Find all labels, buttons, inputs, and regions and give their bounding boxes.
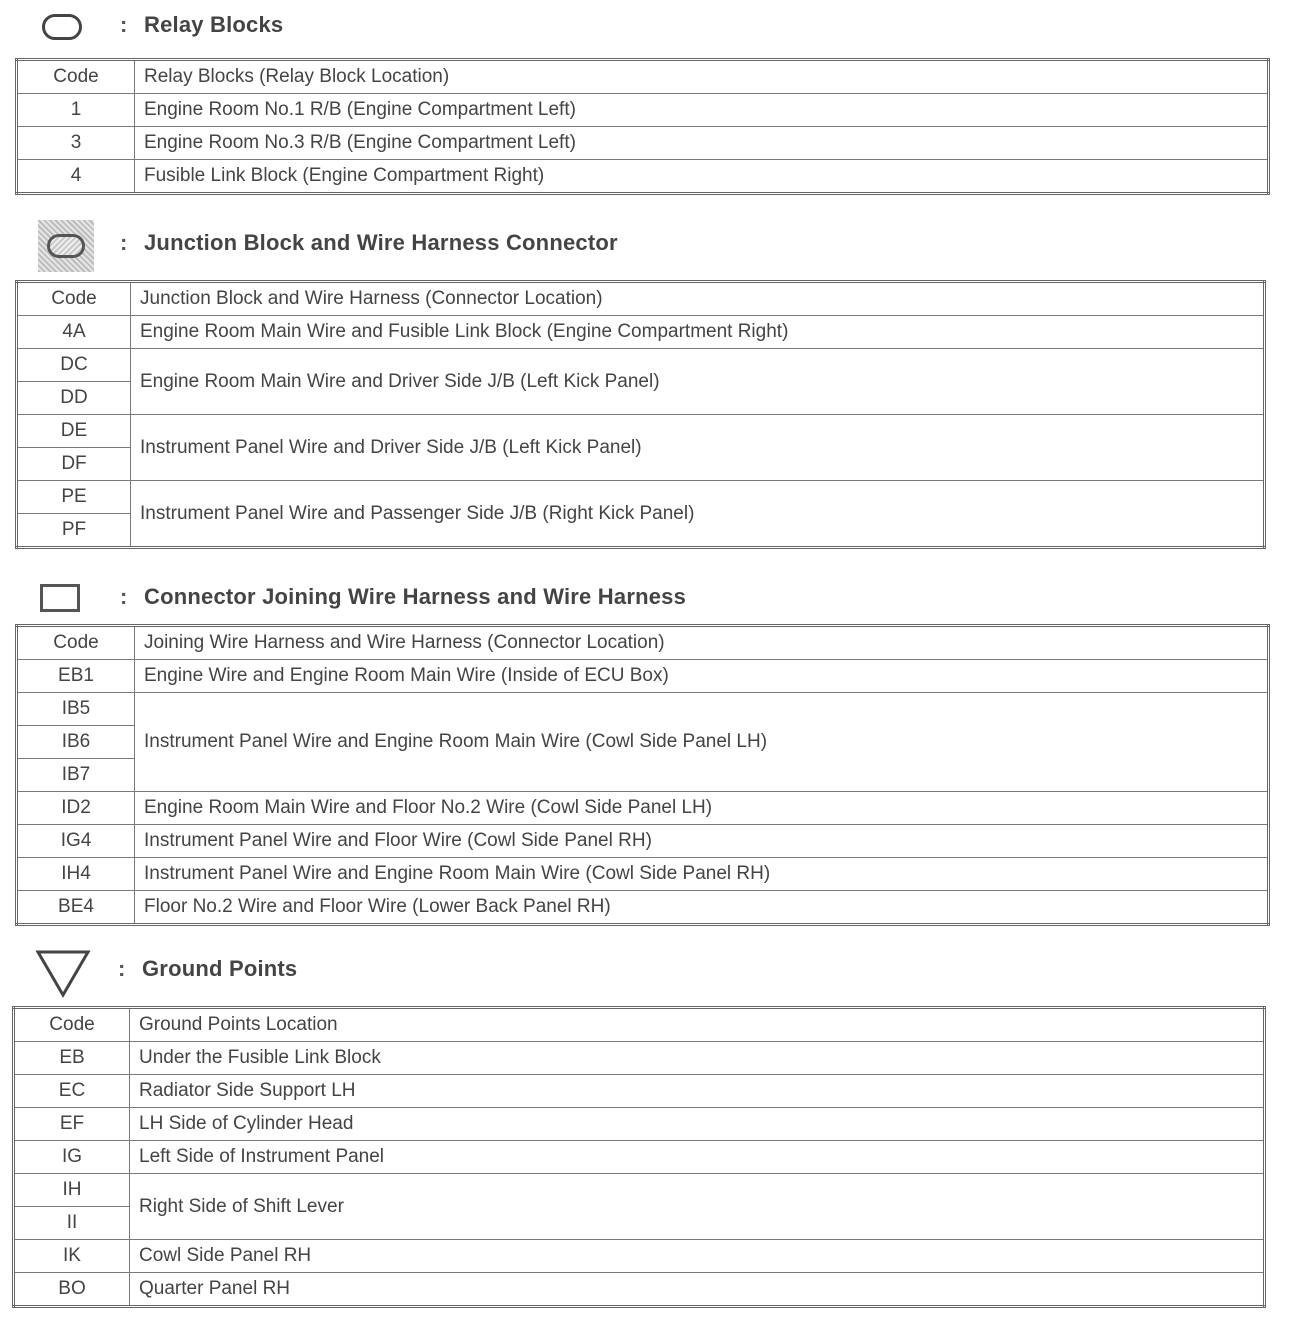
location-cell: LH Side of Cylinder Head (130, 1108, 1265, 1141)
code-cell: EF (14, 1108, 130, 1141)
location-header: Joining Wire Harness and Wire Harness (Connector Location) (135, 626, 1269, 660)
location-cell: Instrument Panel Wire and Engine Room Main Wire (Cowl Side Panel RH) (135, 858, 1269, 891)
location-cell: Instrument Panel Wire and Floor Wire (Cowl Side Panel RH) (135, 825, 1269, 858)
junction-block-table (15, 280, 1266, 549)
table-header-row (14, 1008, 1265, 1042)
triangle-icon (34, 948, 92, 998)
code-cell: 4 (17, 160, 135, 194)
code-cell: DD (17, 382, 131, 415)
location-cell: Left Side of Instrument Panel (130, 1141, 1265, 1174)
ground-points-title: Ground Points (142, 956, 298, 981)
location-cell: Engine Room No.3 R/B (Engine Compartment Left) (135, 127, 1269, 160)
code-cell: DC (17, 349, 131, 382)
location-cell: Cowl Side Panel RH (130, 1240, 1265, 1273)
table-row (17, 349, 1265, 382)
location-cell: Engine Room Main Wire and Floor No.2 Wire (Cowl Side Panel LH) (135, 792, 1269, 825)
location-header: Junction Block and Wire Harness (Connector Location) (131, 282, 1265, 316)
table-header-row (17, 282, 1265, 316)
table-header-row (17, 626, 1269, 660)
code-header: Code (17, 60, 135, 94)
table-row (17, 891, 1269, 925)
code-header: Code (14, 1008, 130, 1042)
code-cell: PF (17, 514, 131, 548)
code-cell: II (14, 1207, 130, 1240)
code-cell: IG4 (17, 825, 135, 858)
location-cell: Engine Room Main Wire and Driver Side J/B (Left Kick Panel) (131, 349, 1265, 415)
table-row (17, 127, 1269, 160)
table-row (14, 1108, 1265, 1141)
ground-points-table (12, 1006, 1266, 1308)
table-row (14, 1141, 1265, 1174)
code-cell: IB7 (17, 759, 135, 792)
table-row (17, 660, 1269, 693)
rectangle-icon (40, 584, 80, 612)
code-header: Code (17, 626, 135, 660)
table-row (17, 94, 1269, 127)
heading-colon: : (120, 230, 128, 255)
relay-blocks-section (0, 0, 1312, 186)
code-cell: EB (14, 1042, 130, 1075)
rounded-rectangle-icon (42, 14, 82, 40)
relay-blocks-title: Relay Blocks (144, 12, 284, 37)
code-cell: IK (14, 1240, 130, 1273)
table-row (17, 415, 1265, 448)
heading-colon: : (120, 12, 128, 37)
junction-block-title: Junction Block and Wire Harness Connector (144, 230, 618, 255)
location-cell: Engine Room Main Wire and Fusible Link Block (Engine Compartment Right) (131, 316, 1265, 349)
table-row (14, 1240, 1265, 1273)
location-cell: Floor No.2 Wire and Floor Wire (Lower Back Panel RH) (135, 891, 1269, 925)
connector-title: Connector Joining Wire Harness and Wire Harness (144, 584, 687, 609)
location-cell: Quarter Panel RH (130, 1273, 1265, 1307)
code-cell: 4A (17, 316, 131, 349)
location-cell: Right Side of Shift Lever (130, 1174, 1265, 1240)
code-cell: IB5 (17, 693, 135, 726)
code-cell: 3 (17, 127, 135, 160)
table-row (17, 160, 1269, 194)
table-row (14, 1174, 1265, 1207)
connector-table (15, 624, 1270, 926)
location-header: Ground Points Location (130, 1008, 1265, 1042)
location-cell: Under the Fusible Link Block (130, 1042, 1265, 1075)
code-cell: BE4 (17, 891, 135, 925)
code-cell: IH4 (17, 858, 135, 891)
table-row (14, 1042, 1265, 1075)
ground-points-heading (0, 944, 1312, 1000)
location-cell: Instrument Panel Wire and Driver Side J/B (Left Kick Panel) (131, 415, 1265, 481)
junction-block-heading (0, 218, 1312, 274)
code-cell: IG (14, 1141, 130, 1174)
location-header: Relay Blocks (Relay Block Location) (135, 60, 1269, 94)
connector-section (0, 572, 1312, 917)
table-row (17, 792, 1269, 825)
location-cell: Radiator Side Support LH (130, 1075, 1265, 1108)
location-cell: Instrument Panel Wire and Engine Room Main Wire (Cowl Side Panel LH) (135, 693, 1269, 792)
table-row (14, 1075, 1265, 1108)
shaded-rounded-rectangle-icon (38, 220, 94, 272)
location-cell: Instrument Panel Wire and Passenger Side J/B (Right Kick Panel) (131, 481, 1265, 548)
code-cell: EC (14, 1075, 130, 1108)
heading-colon: : (120, 584, 128, 609)
code-cell: BO (14, 1273, 130, 1307)
heading-colon: : (118, 956, 126, 981)
table-row (17, 858, 1269, 891)
location-cell: Fusible Link Block (Engine Compartment Right) (135, 160, 1269, 194)
relay-blocks-table (15, 58, 1270, 195)
junction-block-section (0, 218, 1312, 540)
connector-heading (0, 572, 1312, 628)
table-header-row (17, 60, 1269, 94)
location-cell: Engine Wire and Engine Room Main Wire (Inside of ECU Box) (135, 660, 1269, 693)
code-cell: PE (17, 481, 131, 514)
location-cell: Engine Room No.1 R/B (Engine Compartment Left) (135, 94, 1269, 127)
relay-blocks-heading (0, 0, 1312, 56)
code-cell: EB1 (17, 660, 135, 693)
code-cell: ID2 (17, 792, 135, 825)
code-cell: IH (14, 1174, 130, 1207)
code-header: Code (17, 282, 131, 316)
code-cell: IB6 (17, 726, 135, 759)
code-cell: DF (17, 448, 131, 481)
code-cell: 1 (17, 94, 135, 127)
code-cell: DE (17, 415, 131, 448)
ground-points-section (0, 944, 1312, 1299)
table-row (17, 316, 1265, 349)
table-row (17, 825, 1269, 858)
table-row (14, 1273, 1265, 1307)
table-row (17, 693, 1269, 726)
table-row (17, 481, 1265, 514)
